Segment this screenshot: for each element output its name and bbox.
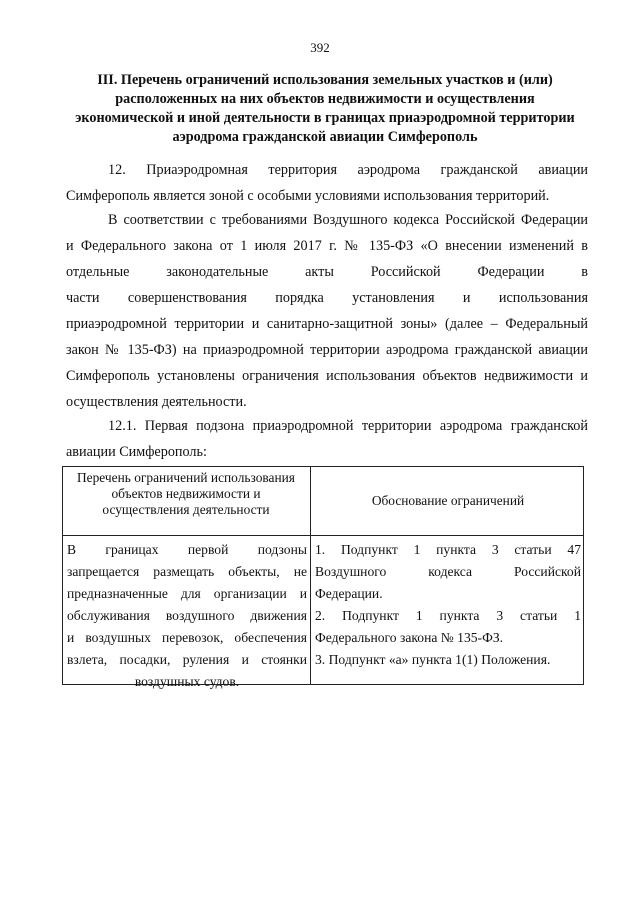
cell-line: 2. Подпункт 1 пункта 3 статьи 1 — [315, 608, 581, 623]
paragraph-12-1 — [66, 413, 588, 465]
heading-line: III. Перечень ограничений использования земельных участков и (или) — [97, 72, 553, 88]
paragraph-line: осуществления деятельности. — [66, 394, 247, 410]
heading-line: расположенных на них объектов недвижимости и осуществления — [115, 91, 535, 107]
paragraph-line: В соответствии с требованиями Воздушного кодекса Российской Федерации — [108, 212, 588, 228]
cell-line: 3. Подпункт «а» пункта 1(1) Положения. — [315, 652, 551, 667]
restrictions-cell — [67, 539, 307, 693]
paragraph-basis — [66, 207, 588, 415]
heading-line: аэродрома гражданской авиации Симферополь — [172, 129, 478, 145]
justification-cell — [315, 539, 581, 671]
cell-line: обслуживания воздушного движения — [67, 608, 307, 623]
paragraph-12 — [66, 157, 588, 209]
header-divider — [63, 535, 583, 536]
paragraph-line: 12. Приаэродромная территория аэродрома гражданской авиации — [108, 162, 588, 178]
cell-line: запрещается размещать объекты, не — [67, 564, 307, 579]
paragraph-line: Симферополь является зоной с особыми условиями использования территорий. — [66, 188, 550, 204]
cell-line: В границах первой подзоны — [67, 542, 307, 557]
heading-line: экономической и иной деятельности в границах приаэродромной территории — [75, 110, 575, 126]
paragraph-line: части совершенствования порядка установления и использования — [66, 290, 588, 306]
paragraph-line: отдельные законодательные акты Российской Федерации в — [66, 264, 588, 280]
paragraph-line: Симферополь установлены ограничения использования объектов недвижимости и — [66, 368, 588, 384]
cell-line: Воздушного кодекса Российской — [315, 564, 581, 579]
restrictions-table — [62, 466, 584, 689]
cell-line: взлета, посадки, руления и стоянки — [67, 652, 307, 667]
paragraph-line: 12.1. Первая подзона приаэродромной территории аэродрома гражданской — [108, 418, 588, 434]
header-justification: Обоснование ограничений — [371, 493, 525, 508]
cell-line: Федерального закона № 135-ФЗ. — [315, 630, 504, 645]
cell-line: Федерации. — [315, 586, 383, 601]
paragraph-line: закон № 135-ФЗ) на приаэродромной территории аэродрома гражданской авиации — [66, 342, 588, 358]
cell-line: воздушных судов. — [134, 674, 240, 689]
paragraph-line: и Федерального закона от 1 июля 2017 г. № 135-ФЗ «О внесении изменений в — [66, 238, 588, 254]
cell-line: предназначенные для организации и — [67, 586, 307, 601]
cell-line: и воздушных перевозок, обеспечения — [67, 630, 307, 645]
paragraph-line: авиации Симферополь: — [66, 444, 207, 460]
paragraph-line: приаэродромной территории и санитарно-защитной зоны» (далее – Федеральный — [66, 316, 588, 332]
header-restrictions: Перечень ограничений использования объектов недвижимости и осуществления деятельности — [77, 470, 295, 517]
cell-line: 1. Подпункт 1 пункта 3 статьи 47 — [315, 542, 581, 557]
section-heading — [62, 71, 588, 147]
column-divider — [310, 467, 311, 684]
page-number: 392 — [310, 40, 330, 55]
